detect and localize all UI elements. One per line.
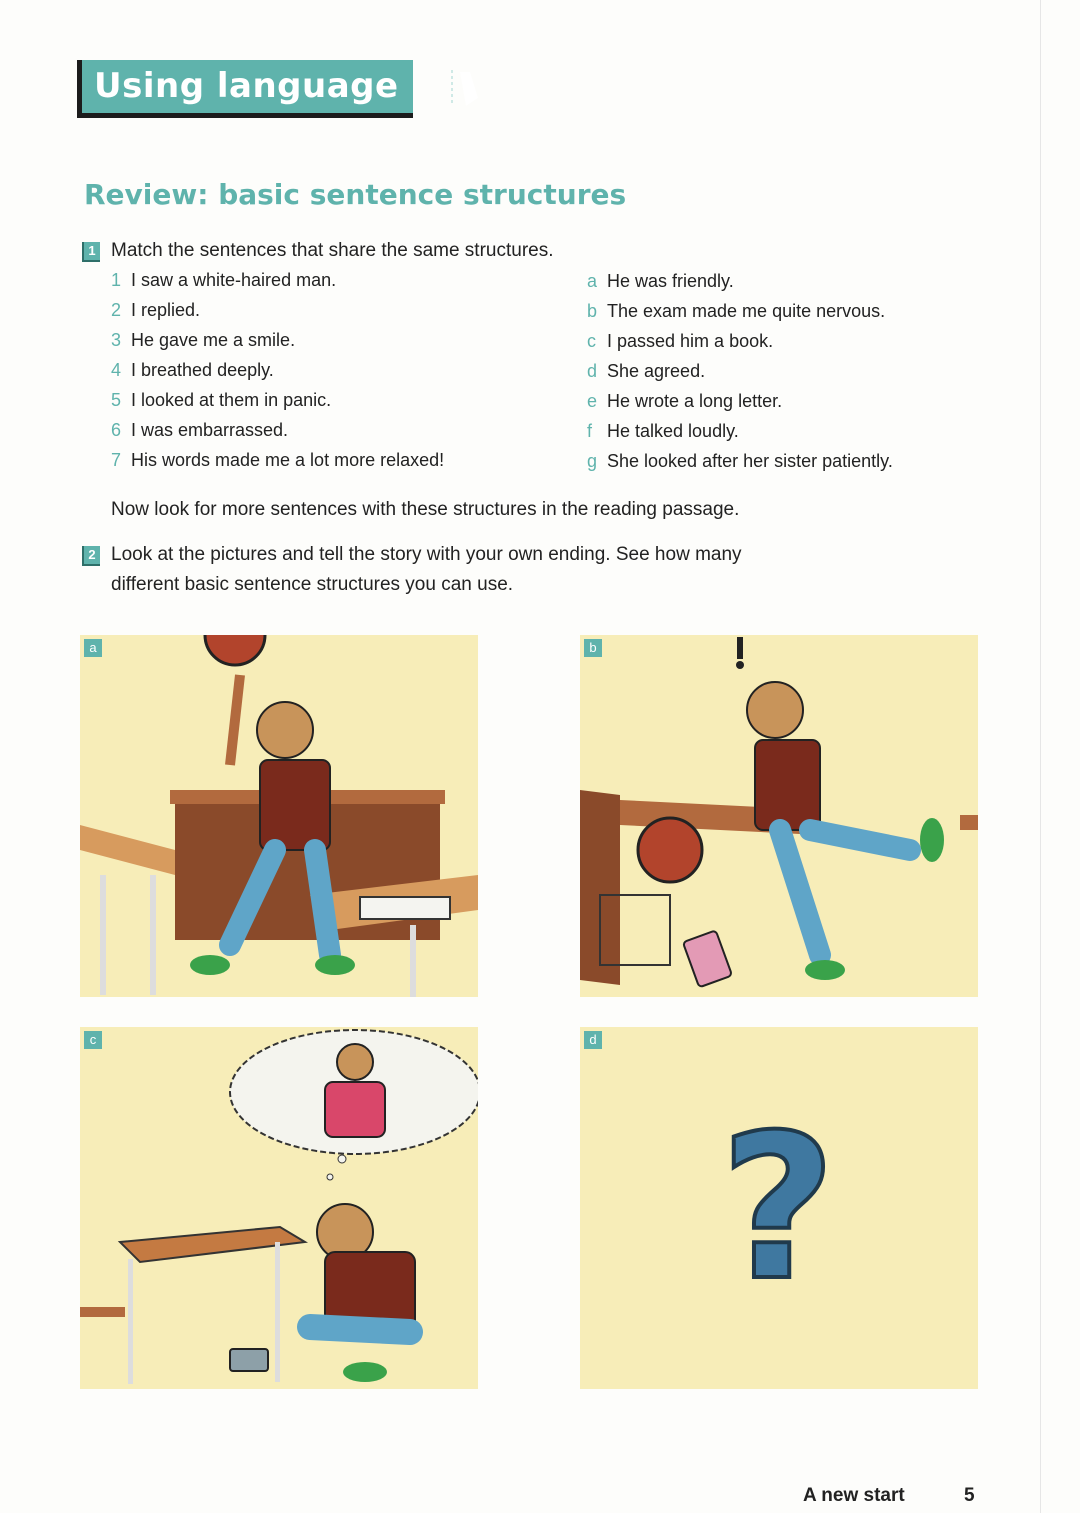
boy-worried-about-angry-girl-illustration: [80, 1027, 478, 1389]
question-mark-icon: ?: [720, 1092, 837, 1325]
exercise-2-instruction-line-2: different basic sentence structures you can use.: [111, 574, 514, 595]
exercise-2-number: 2: [82, 546, 100, 566]
picture-a: [80, 635, 478, 997]
list-item: 5 I looked at them in panic.: [111, 390, 332, 410]
list-item: d She agreed.: [587, 361, 706, 381]
list-item: b The exam made me quite nervous.: [587, 301, 886, 321]
list-item: g She looked after her sister patiently.: [587, 451, 893, 471]
picture-d: [580, 1027, 978, 1389]
list-item: 4 I breathed deeply.: [111, 360, 274, 380]
list-item: c I passed him a book.: [587, 331, 774, 351]
picture-c-label: c: [84, 1031, 102, 1049]
exercise-1-number: 1: [82, 242, 100, 262]
banner-stripe-icon: [450, 68, 480, 108]
left-sentence-list: [111, 270, 444, 480]
page-edge-line: [1040, 0, 1041, 1513]
exercise-2-instruction-line-1: Look at the pictures and tell the story with your own ending. See how many: [111, 544, 742, 565]
boy-dropping-mp3-player-illustration: [580, 635, 978, 997]
list-item: 1 I saw a white-haired man.: [111, 270, 337, 290]
exercise-1-follow-up: Now look for more sentences with these structures in the reading passage.: [111, 499, 740, 520]
section-banner: [77, 60, 413, 118]
boy-spinning-basketball-illustration: [80, 635, 478, 997]
list-item: e He wrote a long letter.: [587, 391, 783, 411]
list-item: 3 He gave me a smile.: [111, 330, 296, 350]
picture-c: [80, 1027, 478, 1389]
picture-b: [580, 635, 978, 997]
picture-d-label: d: [584, 1031, 602, 1049]
picture-b-label: b: [584, 639, 602, 657]
right-sentence-list: [587, 271, 893, 481]
list-item: f He talked loudly.: [587, 421, 739, 441]
page-number: 5: [964, 1485, 975, 1506]
list-item: 7 His words made me a lot more relaxed!: [111, 450, 445, 470]
section-title: Using language: [94, 66, 399, 106]
exercise-1-instruction: Match the sentences that share the same structures.: [111, 240, 554, 261]
list-item: 6 I was embarrassed.: [111, 420, 289, 440]
picture-a-label: a: [84, 639, 102, 657]
page-subheading: Review: basic sentence structures: [84, 178, 627, 211]
list-item: a He was friendly.: [587, 271, 734, 291]
list-item: 2 I replied.: [111, 300, 201, 320]
unit-title: A new start: [803, 1485, 905, 1506]
